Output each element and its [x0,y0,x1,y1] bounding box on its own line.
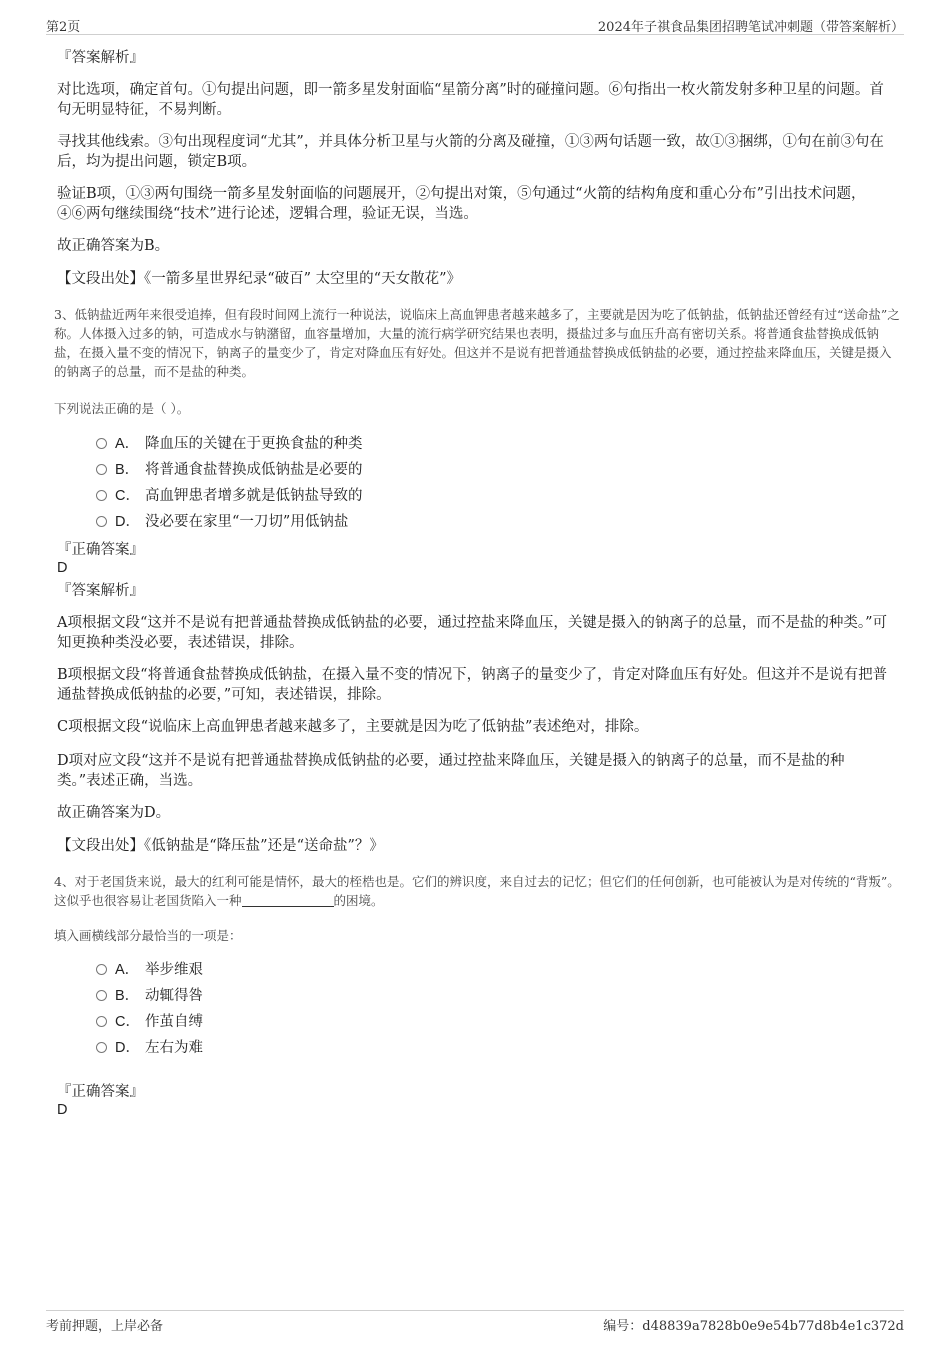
document-code: 编号：d48839a7828b0e9e54b77d8b4e1c372d [603,1319,904,1334]
analysis-paragraph: 寻找其他线索。③句出现程度词“尤其”，并具体分析卫星与火箭的分离及碰撞，①③两句话题一致，故①③捆绑，①句在前③句在后，均为提出问题，锁定B项。 [57,134,884,170]
fill-blank [242,894,334,907]
answer-label: 『正确答案』 [57,1084,144,1100]
footer-slogan: 考前押题，上岸必备 [46,1319,164,1334]
radio-icon[interactable] [96,438,107,449]
option-letter: B． [115,462,140,478]
page-header [46,12,904,35]
page-number: 第2页 [46,20,81,35]
radio-icon[interactable] [96,990,107,1001]
option-text: 左右为难 [145,1040,203,1056]
analysis-paragraph: D项对应文段“这并不是说有把普通盐替换成低钠盐的必要，通过控盐来降血压，关键是摄入的钠离子的总量，而不是盐的种类。”表述正确，当选。 [57,753,845,789]
option-letter: B． [115,988,140,1004]
option-text: 没必要在家里“一刀切”用低钠盐 [145,514,349,530]
answer-value: D [57,1102,68,1118]
option-text: 高血钾患者增多就是低钠盐导致的 [145,488,363,504]
option-text: 作茧自缚 [145,1014,203,1030]
option-d[interactable] [96,1038,203,1058]
conclusion: 故正确答案为B。 [57,238,170,254]
option-a[interactable] [96,960,203,980]
option-letter: D． [115,1040,140,1056]
stem-text: 的困境。 [333,893,384,908]
option-text: 举步维艰 [145,962,203,978]
option-letter: A． [115,962,140,978]
stem-text: 4、对于老国货来说，最大的红利可能是情怀，最大的桎梏也是。它们的辨识度，来自过去的记忆；但它们的任何创新，也可能被认为是对传统的“背叛”。这似乎也很容易让老国货陷入一种 [54,874,900,908]
analysis-paragraph: B项根据文段“将普通食盐替换成低钠盐，在摄入量不变的情况下，钠离子的量变少了，肯定对降血压有好处。但这并不是说有把普通盐替换成低钠盐的必要，”可知，表述错误，排除。 [57,667,888,703]
option-text: 动辄得咎 [145,988,203,1004]
analysis-paragraph: 对比选项，确定首句。①句提出问题，即一箭多星发射面临“星箭分离”时的碰撞问题。⑥句指出一枚火箭发射多种卫星的问题。首句无明显特征，不易判断。 [57,82,884,118]
question-prompt: 填入画横线部分最恰当的一项是： [54,928,242,943]
source-citation: 【文段出处】《低钠盐是“降压盐”还是“送命盐”？》 [57,838,384,854]
option-b[interactable] [96,460,363,480]
question-stem [54,872,900,910]
option-d[interactable] [96,512,348,532]
analysis-label: 『答案解析』 [57,583,144,599]
option-text: 降血压的关键在于更换食盐的种类 [145,436,363,452]
option-letter: D． [115,514,140,530]
question-prompt: 下列说法正确的是（ ）。 [54,401,190,416]
analysis-label: 『答案解析』 [57,50,144,66]
analysis-paragraph: 验证B项，①③两句围绕一箭多星发射面临的问题展开，②句提出对策，⑤句通过“火箭的结构角度和重心分布”引出技术问题，④⑥两句继续围绕“技术”进行论述，逻辑合理，验证无误，当选。 [57,186,866,222]
analysis-paragraph: C项根据文段“说临床上高血钾患者越来越多了，主要就是因为吃了低钠盐”表述绝对，排除。 [57,719,649,735]
option-c[interactable] [96,1012,203,1032]
radio-icon[interactable] [96,464,107,475]
radio-icon[interactable] [96,490,107,501]
analysis-paragraph: A项根据文段“这并不是说有把普通盐替换成低钠盐的必要，通过控盐来降血压，关键是摄入的钠离子的总量，而不是盐的种类。”可知更换种类没必要，表述错误，排除。 [57,615,888,651]
question-stem: 3、低钠盐近两年来很受追捧，但有段时间网上流行一种说法，说临床上高血钾患者越来越多了，主要就是因为吃了低钠盐，低钠盐还曾经有过“送命盐”之称。人体摄入过多的钠，可造成水与钠潴留，血容量增加，大量的流行病学研究结果也表明，摄盐过多与血压升高有密切关系。将普通食盐替换成低钠盐，在摄入量不变的情况下，钠离子的量变少了，肯定对降血压有好处。但这并不是说有把普通盐替换成低钠盐的必要，通过控盐来降血压，关键是摄入的钠离子的总量，而不是盐的种类。 [54,307,900,379]
option-letter: C． [115,1014,140,1030]
answer-label: 『正确答案』 [57,542,144,558]
page-footer [46,1310,904,1335]
source-citation: 【文段出处】《一箭多星世界纪录“破百” 太空里的“天女散花”》 [57,271,462,287]
option-b[interactable] [96,986,203,1006]
document-title: 2024年子祺食品集团招聘笔试冲刺题（带答案解析） [597,20,904,35]
option-text: 将普通食盐替换成低钠盐是必要的 [145,462,363,478]
conclusion: 故正确答案为D。 [57,805,171,821]
radio-icon[interactable] [96,1016,107,1027]
radio-icon[interactable] [96,964,107,975]
option-letter: C． [115,488,140,504]
option-c[interactable] [96,486,363,506]
radio-icon[interactable] [96,516,107,527]
answer-value: D [57,560,68,576]
option-a[interactable] [96,434,363,454]
radio-icon[interactable] [96,1042,107,1053]
option-letter: A． [115,436,140,452]
